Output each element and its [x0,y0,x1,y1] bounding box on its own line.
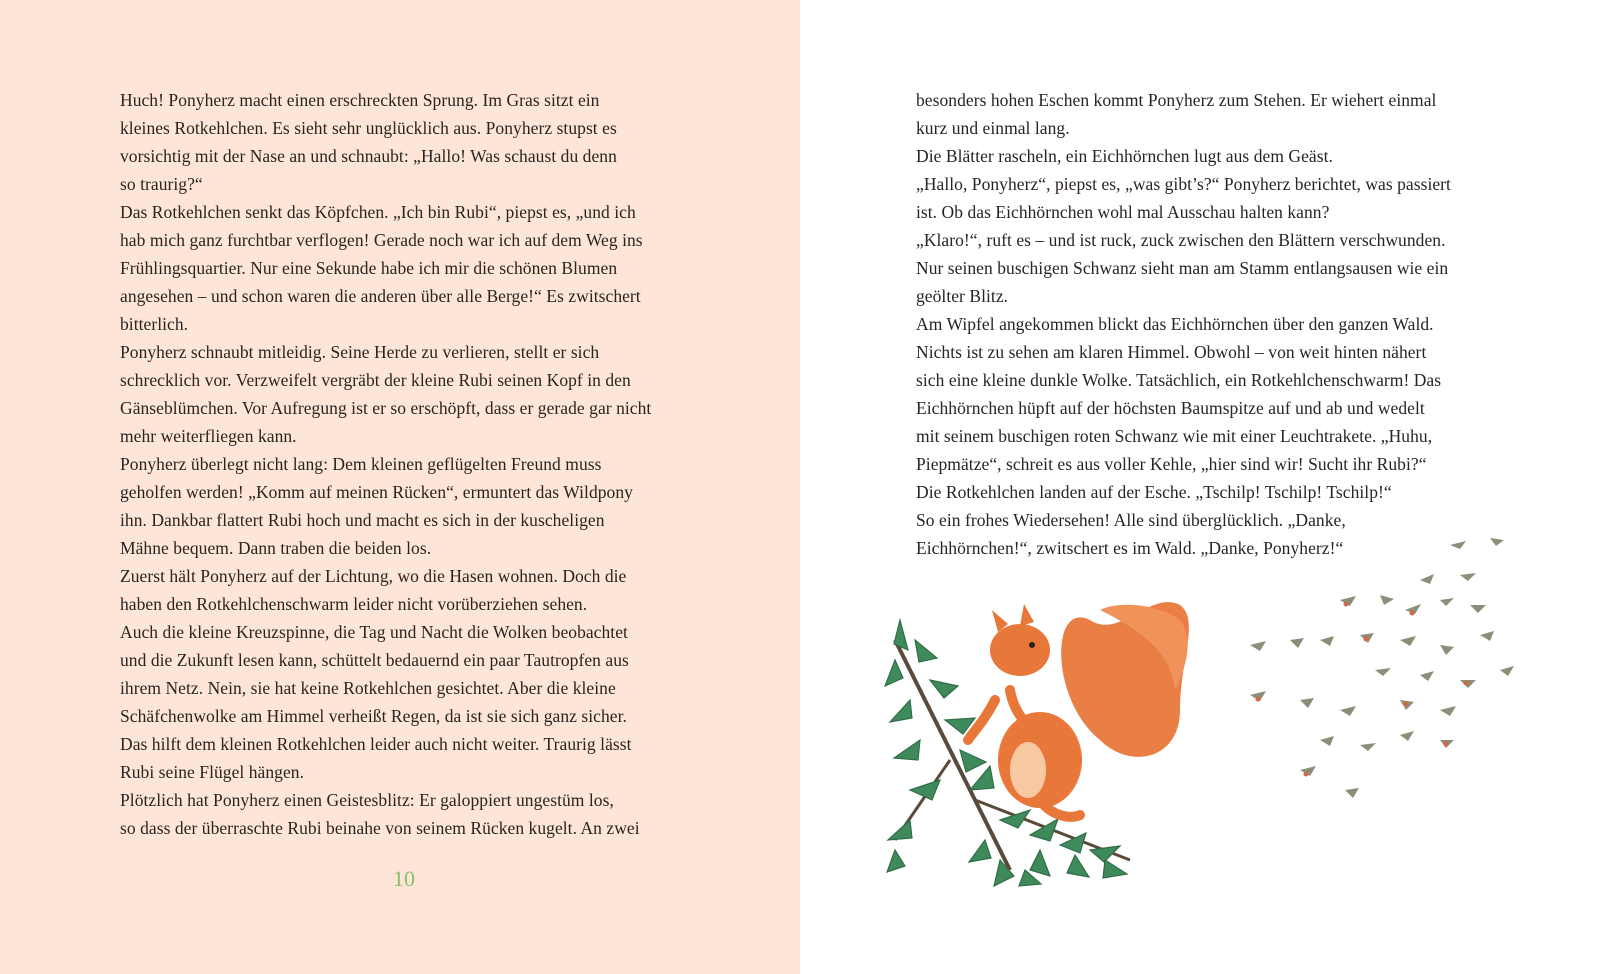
text-line: Frühlingsquartier. Nur eine Sekunde habe ich mir die schönen Blumen [120,258,618,278]
text-line: Eichhörnchen!“, zwitschert es im Wald. „Danke, Ponyherz!“ [916,538,1344,558]
text-line: ist. Ob das Eichhörnchen wohl mal Ausschau halten kann? [916,202,1330,222]
text-line: Das Rotkehlchen senkt das Köpfchen. „Ich bin Rubi“, piepst es, „und ich [120,202,636,222]
text-line: Rubi seine Flügel hängen. [120,762,304,782]
text-line: kleines Rotkehlchen. Es sieht sehr unglücklich aus. Ponyherz stupst es [120,118,617,138]
right-page [800,0,1600,974]
text-line: bitterlich. [120,314,189,334]
text-line: Ponyherz überlegt nicht lang: Dem kleinen geflügelten Freund muss [120,454,602,474]
text-line: Gänseblümchen. Vor Aufregung ist er so erschöpft, dass er gerade gar nicht [120,398,652,418]
left-page-text [120,86,720,842]
text-line: kurz und einmal lang. [916,118,1070,138]
text-line: und die Zukunft lesen kann, schüttelt bedauernd ein paar Tautropfen aus [120,650,629,670]
text-line: haben den Rotkehlchenschwarm leider nicht vorüberziehen sehen. [120,594,588,614]
text-line: so dass der überraschte Rubi beinahe von seinem Rücken kugelt. An zwei [120,818,640,838]
text-line: vorsichtig mit der Nase an und schnaubt: „Hallo! Was schaust du denn [120,146,617,166]
text-line: Das hilft dem kleinen Rotkehlchen leider auch nicht weiter. Traurig lässt [120,734,632,754]
text-line: Plötzlich hat Ponyherz einen Geistesblitz: Er galoppiert ungestüm los, [120,790,614,810]
text-line: geölter Blitz. [916,286,1009,306]
text-line: Am Wipfel angekommen blickt das Eichhörnchen über den ganzen Wald. [916,314,1434,334]
text-line: Nichts ist zu sehen am klaren Himmel. Obwohl – von weit hinten nähert [916,342,1427,362]
text-line: mit seinem buschigen roten Schwanz wie mit einer Leuchtrakete. „Huhu, [916,426,1433,446]
text-line: Piepmätze“, schreit es aus voller Kehle, „hier sind wir! Sucht ihr Rubi?“ [916,454,1427,474]
text-line: so traurig?“ [120,174,203,194]
text-line: ihrem Netz. Nein, sie hat keine Rotkehlchen gesichtet. Aber die kleine [120,678,616,698]
text-line: Die Blätter rascheln, ein Eichhörnchen lugt aus dem Geäst. [916,146,1333,166]
text-line: sich eine kleine dunkle Wolke. Tatsächlich, ein Rotkehlchenschwarm! Das [916,370,1442,390]
text-line: Ponyherz schnaubt mitleidig. Seine Herde zu verlieren, stellt er sich [120,342,600,362]
text-line: angesehen – und schon waren die anderen über alle Berge!“ Es zwitschert [120,286,641,306]
text-line: Auch die kleine Kreuzspinne, die Tag und Nacht die Wolken beobachtet [120,622,628,642]
text-line: Zuerst hält Ponyherz auf der Lichtung, wo die Hasen wohnen. Doch die [120,566,627,586]
text-line: besonders hohen Eschen kommt Ponyherz zum Stehen. Er wiehert einmal [916,90,1437,110]
text-line: Nur seinen buschigen Schwanz sieht man am Stamm entlangsausen wie ein [916,258,1449,278]
robin-flock-illustration [1250,538,1514,798]
text-line: So ein frohes Wiedersehen! Alle sind überglücklich. „Danke, [916,510,1346,530]
text-line: Die Rotkehlchen landen auf der Esche. „Tschilp! Tschilp! Tschilp!“ [916,482,1392,502]
text-line: mehr weiterfliegen kann. [120,426,297,446]
text-line: Huch! Ponyherz macht einen erschreckten Sprung. Im Gras sitzt ein [120,90,600,110]
text-line: Eichhörnchen hüpft auf der höchsten Baumspitze auf und ab und wedelt [916,398,1425,418]
text-line: „Klaro!“, ruft es – und ist ruck, zuck zwischen den Blättern verschwunden. [916,230,1446,250]
text-line: geholfen werden! „Komm auf meinen Rücken“, ermuntert das Wildpony [120,482,633,502]
text-line: Schäfchenwolke am Himmel verheißt Regen, da ist sie sich ganz sicher. [120,706,627,726]
text-line: Mähne bequem. Dann traben die beiden los. [120,538,432,558]
squirrel-illustration [968,602,1189,817]
text-line: schrecklich vor. Verzweifelt vergräbt der kleine Rubi seinen Kopf in den [120,370,631,390]
illustration [800,0,1600,974]
page-number: 10 [393,866,415,891]
text-line: „Hallo, Ponyherz“, piepst es, „was gibt’s?“ Ponyherz berichtet, was passiert [916,174,1451,194]
text-line: ihn. Dankbar flattert Rubi hoch und macht es sich in der kuscheligen [120,510,605,530]
text-line: hab mich ganz furchtbar verflogen! Gerade noch war ich auf dem Weg ins [120,230,643,250]
